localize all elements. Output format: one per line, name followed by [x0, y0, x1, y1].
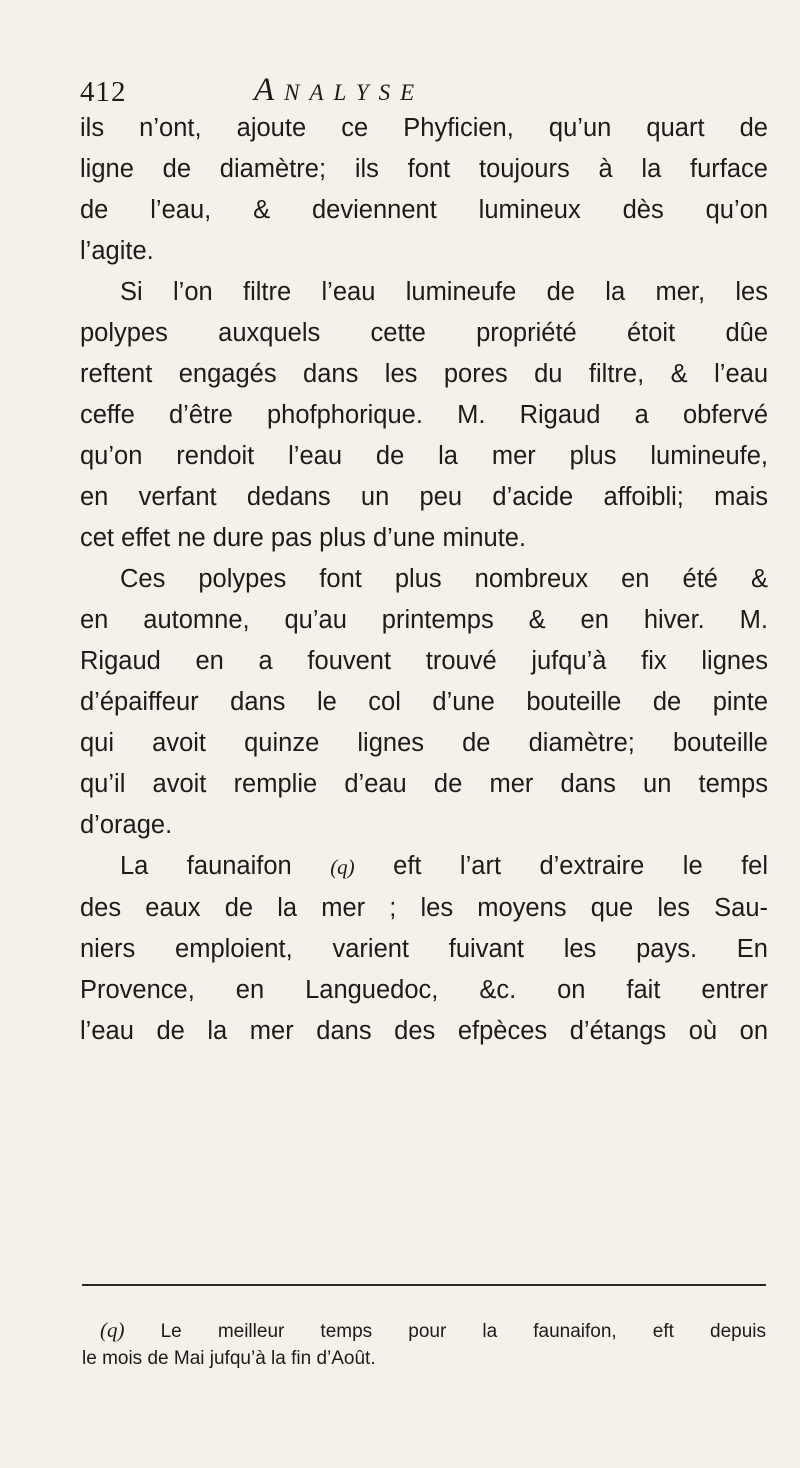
text-line [80, 846, 768, 888]
text-line: Rigaud en a fouvent trouvé jufqu’à fix lignes [80, 647, 768, 675]
text-line: en verfant dedans un peu d’acide affoibli; mais [80, 483, 768, 511]
text-line: qui avoit quinze lignes de diamètre; bouteille [80, 729, 768, 757]
text-line: d’épaiffeur dans le col d’une bouteille de pinte [80, 688, 768, 716]
footnote-line: le mois de Mai jufqu’à la fin d’Août. [82, 1348, 376, 1369]
text-line: de l’eau, & deviennent lumineux dès qu’on [80, 196, 768, 224]
text-line: ceffe d’être phofphorique. M. Rigaud a obfervé [80, 401, 768, 429]
running-head [80, 72, 760, 112]
footnote-text: Le meilleur temps pour la faunaifon, eft depuis [160, 1321, 766, 1342]
text-line: ligne de diamètre; ils font toujours à la furface [80, 155, 768, 183]
text-line: d’orage. [80, 811, 173, 839]
text-line: l’agite. [80, 237, 154, 265]
page-number: 412 [80, 76, 127, 108]
text-line: niers emploient, varient fuivant les pays. En [80, 935, 768, 963]
footnote-reference: (q) [330, 855, 355, 879]
text-line: reftent engagés dans les pores du filtre, & l’eau [80, 360, 768, 388]
text-segment: eft l’art d’extraire le fel [393, 852, 769, 880]
text-line: ils n’ont, ajoute ce Phyficien, qu’un quart de [80, 114, 768, 142]
text-line: qu’on rendoit l’eau de la mer plus lumineufe, [80, 442, 768, 470]
text-line: en automne, qu’au printemps & en hiver. M. [80, 606, 768, 634]
text-line: l’eau de la mer dans des efpèces d’étangs où on [80, 1017, 768, 1045]
text-line: des eaux de la mer ; les moyens que les Sau- [80, 894, 768, 922]
footnote-line [82, 1317, 766, 1345]
footnote-marker: (q) [100, 1318, 125, 1342]
text-segment: La faunaifon [120, 852, 292, 880]
running-title: Analyse [254, 72, 425, 108]
footnote [82, 1317, 766, 1372]
text-line: qu’il avoit remplie d’eau de mer dans un temps [80, 770, 768, 798]
text-line: Provence, en Languedoc, &c. on fait entrer [80, 976, 768, 1004]
text-line: cet effet ne dure pas plus d’une minute. [80, 524, 527, 552]
body-text [80, 108, 768, 1052]
text-line: Ces polypes font plus nombreux en été & [120, 565, 768, 593]
text-line: polypes auxquels cette propriété étoit dûe [80, 319, 768, 347]
text-line: Si l’on filtre l’eau lumineufe de la mer, les [120, 278, 768, 306]
footnote-divider [82, 1284, 766, 1286]
